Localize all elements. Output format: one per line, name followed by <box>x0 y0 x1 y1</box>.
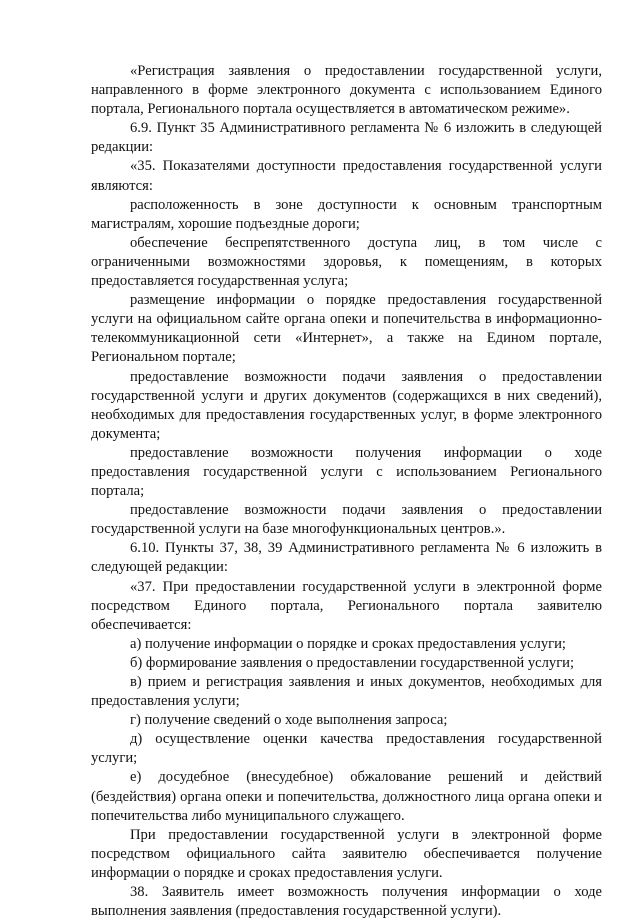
list-item-g: г) получение сведений о ходе выполнения запроса; <box>130 712 448 729</box>
paragraph-electronic-submission: предоставление возможности подачи заявления о предоставлении государственной услуги и других документов (содержащихся в них сведений), необходимых для предоставления государственных услуг, в форме электронного документа; <box>91 368 602 442</box>
list-item-b: б) формирование заявления о предоставлении государственной услуги; <box>130 654 575 671</box>
paragraph-35: «35. Показателями доступности предоставления государственной услуги являются: <box>91 158 602 194</box>
paragraph-6-10: 6.10. Пункты 37, 38, 39 Административного регламента № 6 изложить в следующей редакции: <box>91 540 602 576</box>
paragraph-38: 38. Заявитель имеет возможность получения информации о ходе выполнения заявления (предоставления государственной услуги). <box>91 884 602 920</box>
list-item-e: е) досудебное (внесудебное) обжалование решений и действий (бездействия) органа опеки и попечительства, должностного лица органа опеки и попечительства либо муниципального служащего. <box>91 769 602 824</box>
list-item-d: д) осуществление оценки качества предоставления государственной услуги; <box>91 731 602 767</box>
paragraph-official-site: При предоставлении государственной услуги в электронной форме посредством официального сайта заявителю обеспечивается получение информации о порядке и сроках предоставления услуги. <box>91 826 602 881</box>
paragraph-37: «37. При предоставлении государственной услуги в электронной форме посредством Единого портала, Регионального портала заявителю обеспечивается: <box>91 578 602 633</box>
paragraph-location: расположенность в зоне доступности к основным транспортным магистралям, хорошие подъездные дороги; <box>91 196 602 232</box>
paragraph-info-placement: размещение информации о порядке предоставления государственной услуги на официальном сайте органа опеки и попечительства в информационно-телекоммуникационной сети «Интернет», а также на Едином портале, Региональном портале; <box>91 292 602 366</box>
paragraph-mfc: предоставление возможности подачи заявления о предоставлении государственной услуги на базе многофункциональных центров.». <box>91 502 602 538</box>
paragraph-access: обеспечение беспрепятственного доступа лиц, в том числе с ограниченными возможностями здоровья, к помещениям, в которых предоставляется государственная услуга; <box>91 234 602 290</box>
paragraph-progress-info: предоставление возможности получения информации о ходе предоставления государственной услуги с использованием Регионального портала; <box>91 444 602 500</box>
paragraph-registration: «Регистрация заявления о предоставлении государственной услуги, направленного в форме электронного документа с использованием Единого портала, Регионального портала осуществляется в автоматическом режиме». <box>91 63 602 118</box>
paragraph-6-9: 6.9. Пункт 35 Административного регламента № 6 изложить в следующей редакции: <box>91 120 602 156</box>
list-item-v: в) прием и регистрация заявления и иных документов, необходимых для предоставления услуги; <box>91 674 602 710</box>
list-item-a: а) получение информации о порядке и сроках предоставления услуги; <box>130 635 566 652</box>
